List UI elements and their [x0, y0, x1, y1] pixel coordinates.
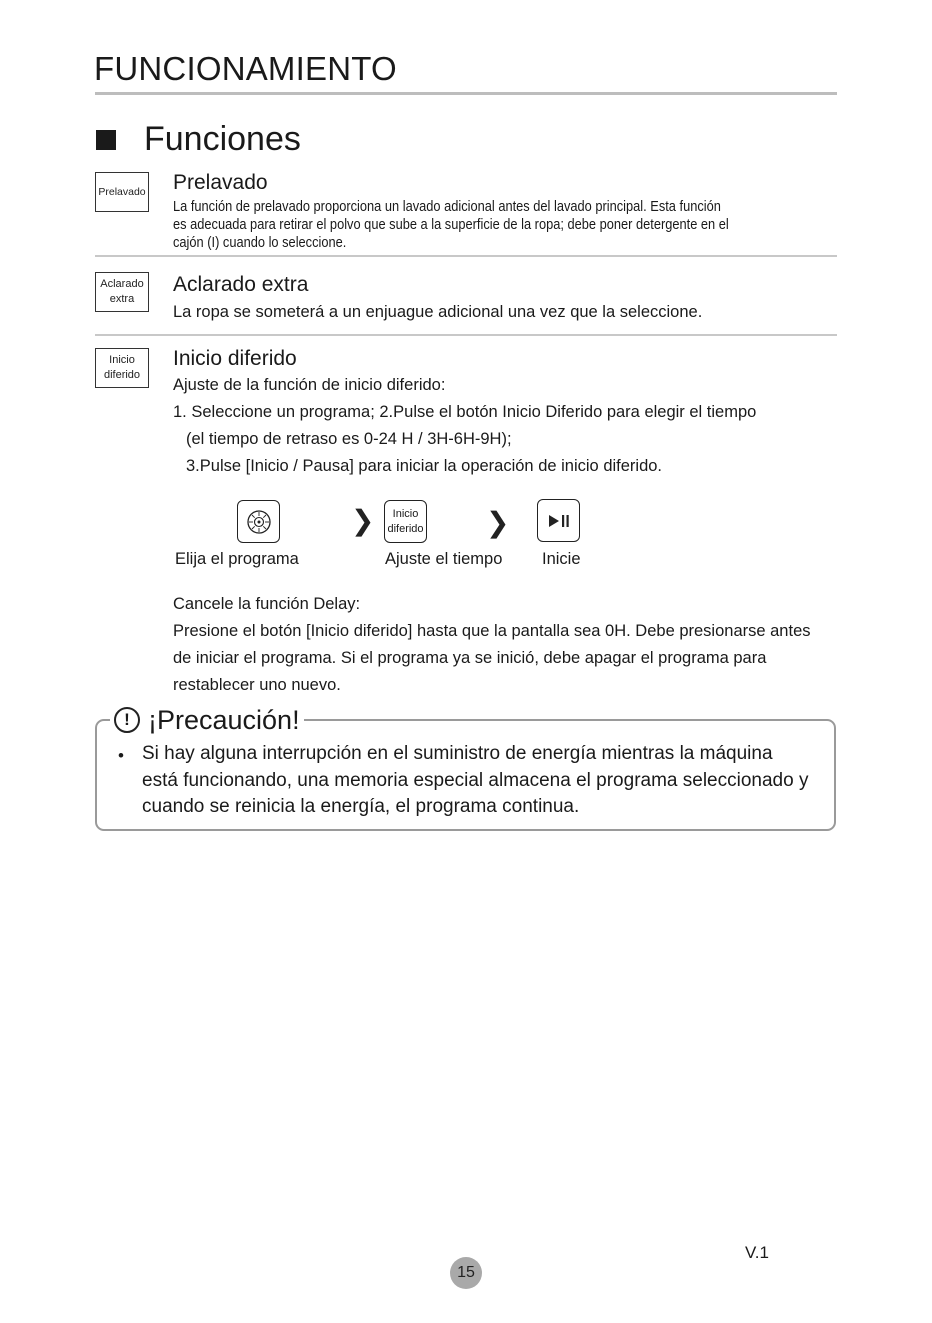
- feature-title-aclarado-extra: Aclarado extra: [173, 273, 309, 296]
- cancel-heading: Cancele la función Delay:: [173, 595, 361, 613]
- feature-desc-line: (el tiempo de retraso es 0-24 H / 3H-6H-9H);: [186, 430, 512, 448]
- section-title: Funciones: [144, 120, 301, 158]
- prelavado-button-label: Prelavado: [98, 185, 146, 198]
- title-divider: [95, 92, 837, 95]
- section-bullet-square-icon: [96, 130, 116, 150]
- caution-text: [142, 741, 832, 821]
- desc-line: La función de prelavado proporciona un lavado adicional antes del lavado principal. Esta función: [173, 199, 721, 215]
- feature-desc-line: Ajuste de la función de inicio diferido:: [173, 376, 446, 394]
- feature-desc-line: 1. Seleccione un programa; 2.Pulse el botón Inicio Diferido para elegir el tiempo: [173, 403, 757, 421]
- feature-desc-line: 3.Pulse [Inicio / Pausa] para iniciar la operación de inicio diferido.: [186, 457, 663, 475]
- desc-line: es adecuada para retirar el polvo que sube a la superficie de la ropa; debe poner detergente en el: [173, 217, 729, 233]
- section-divider: [95, 255, 837, 257]
- bullet-icon: •: [118, 746, 124, 765]
- program-dial-svg: [244, 507, 274, 537]
- feature-desc-prelavado: [173, 198, 762, 252]
- caution-line: está funcionando, una memoria especial almacena el programa seleccionado y: [142, 769, 809, 791]
- cancel-line: Presione el botón [Inicio diferido] hasta que la pantalla sea 0H. Debe presionarse antes: [173, 622, 811, 640]
- play-pause-icon: [537, 499, 580, 542]
- version-label: V.1: [745, 1243, 769, 1262]
- page-number: 15: [457, 1264, 475, 1281]
- exclamation-circle-icon: !: [114, 707, 140, 733]
- section-divider: [95, 334, 837, 336]
- inicio-diferido-button-icon: [95, 348, 149, 388]
- program-dial-icon: [237, 500, 280, 543]
- page-title: FUNCIONAMIENTO: [94, 50, 397, 87]
- aclarado-extra-button-label: Aclarado extra: [100, 278, 144, 305]
- feature-title-inicio-diferido: Inicio diferido: [173, 347, 297, 370]
- desc-line: cajón (I) cuando lo seleccione.: [173, 235, 347, 251]
- inicio-diferido-button-label: Inicio diferido: [103, 354, 141, 381]
- feature-desc-aclarado-extra: La ropa se someterá a un enjuague adicional una vez que la seleccione.: [173, 303, 703, 321]
- step-label-start: Inicie: [542, 550, 581, 568]
- caution-line: Si hay alguna interrupción en el suministro de energía mientras la máquina: [142, 743, 773, 764]
- feature-title-prelavado: Prelavado: [173, 171, 268, 194]
- page-number-badge: [450, 1257, 482, 1289]
- caution-title: ¡Precaución!: [148, 704, 300, 735]
- inicio-diferido-step-label: Inicio diferido: [387, 507, 424, 535]
- inicio-diferido-step-icon: [384, 500, 427, 543]
- cancel-line: de iniciar el programa. Si el programa ya se inició, debe apagar el programa para: [173, 649, 767, 667]
- caution-line: cuando se reinicia la energía, el programa continua.: [142, 796, 580, 817]
- chevron-right-icon: ❯: [486, 507, 510, 538]
- caution-header: [110, 702, 304, 738]
- step-label-program: Elija el programa: [175, 550, 299, 568]
- step-label-time: Ajuste el tiempo: [385, 550, 503, 568]
- cancel-line: restablecer uno nuevo.: [173, 676, 341, 694]
- chevron-right-icon: ❯: [351, 505, 375, 536]
- play-pause-svg: [547, 513, 571, 529]
- prelavado-button-icon: [95, 172, 149, 212]
- aclarado-extra-button-icon: [95, 272, 149, 312]
